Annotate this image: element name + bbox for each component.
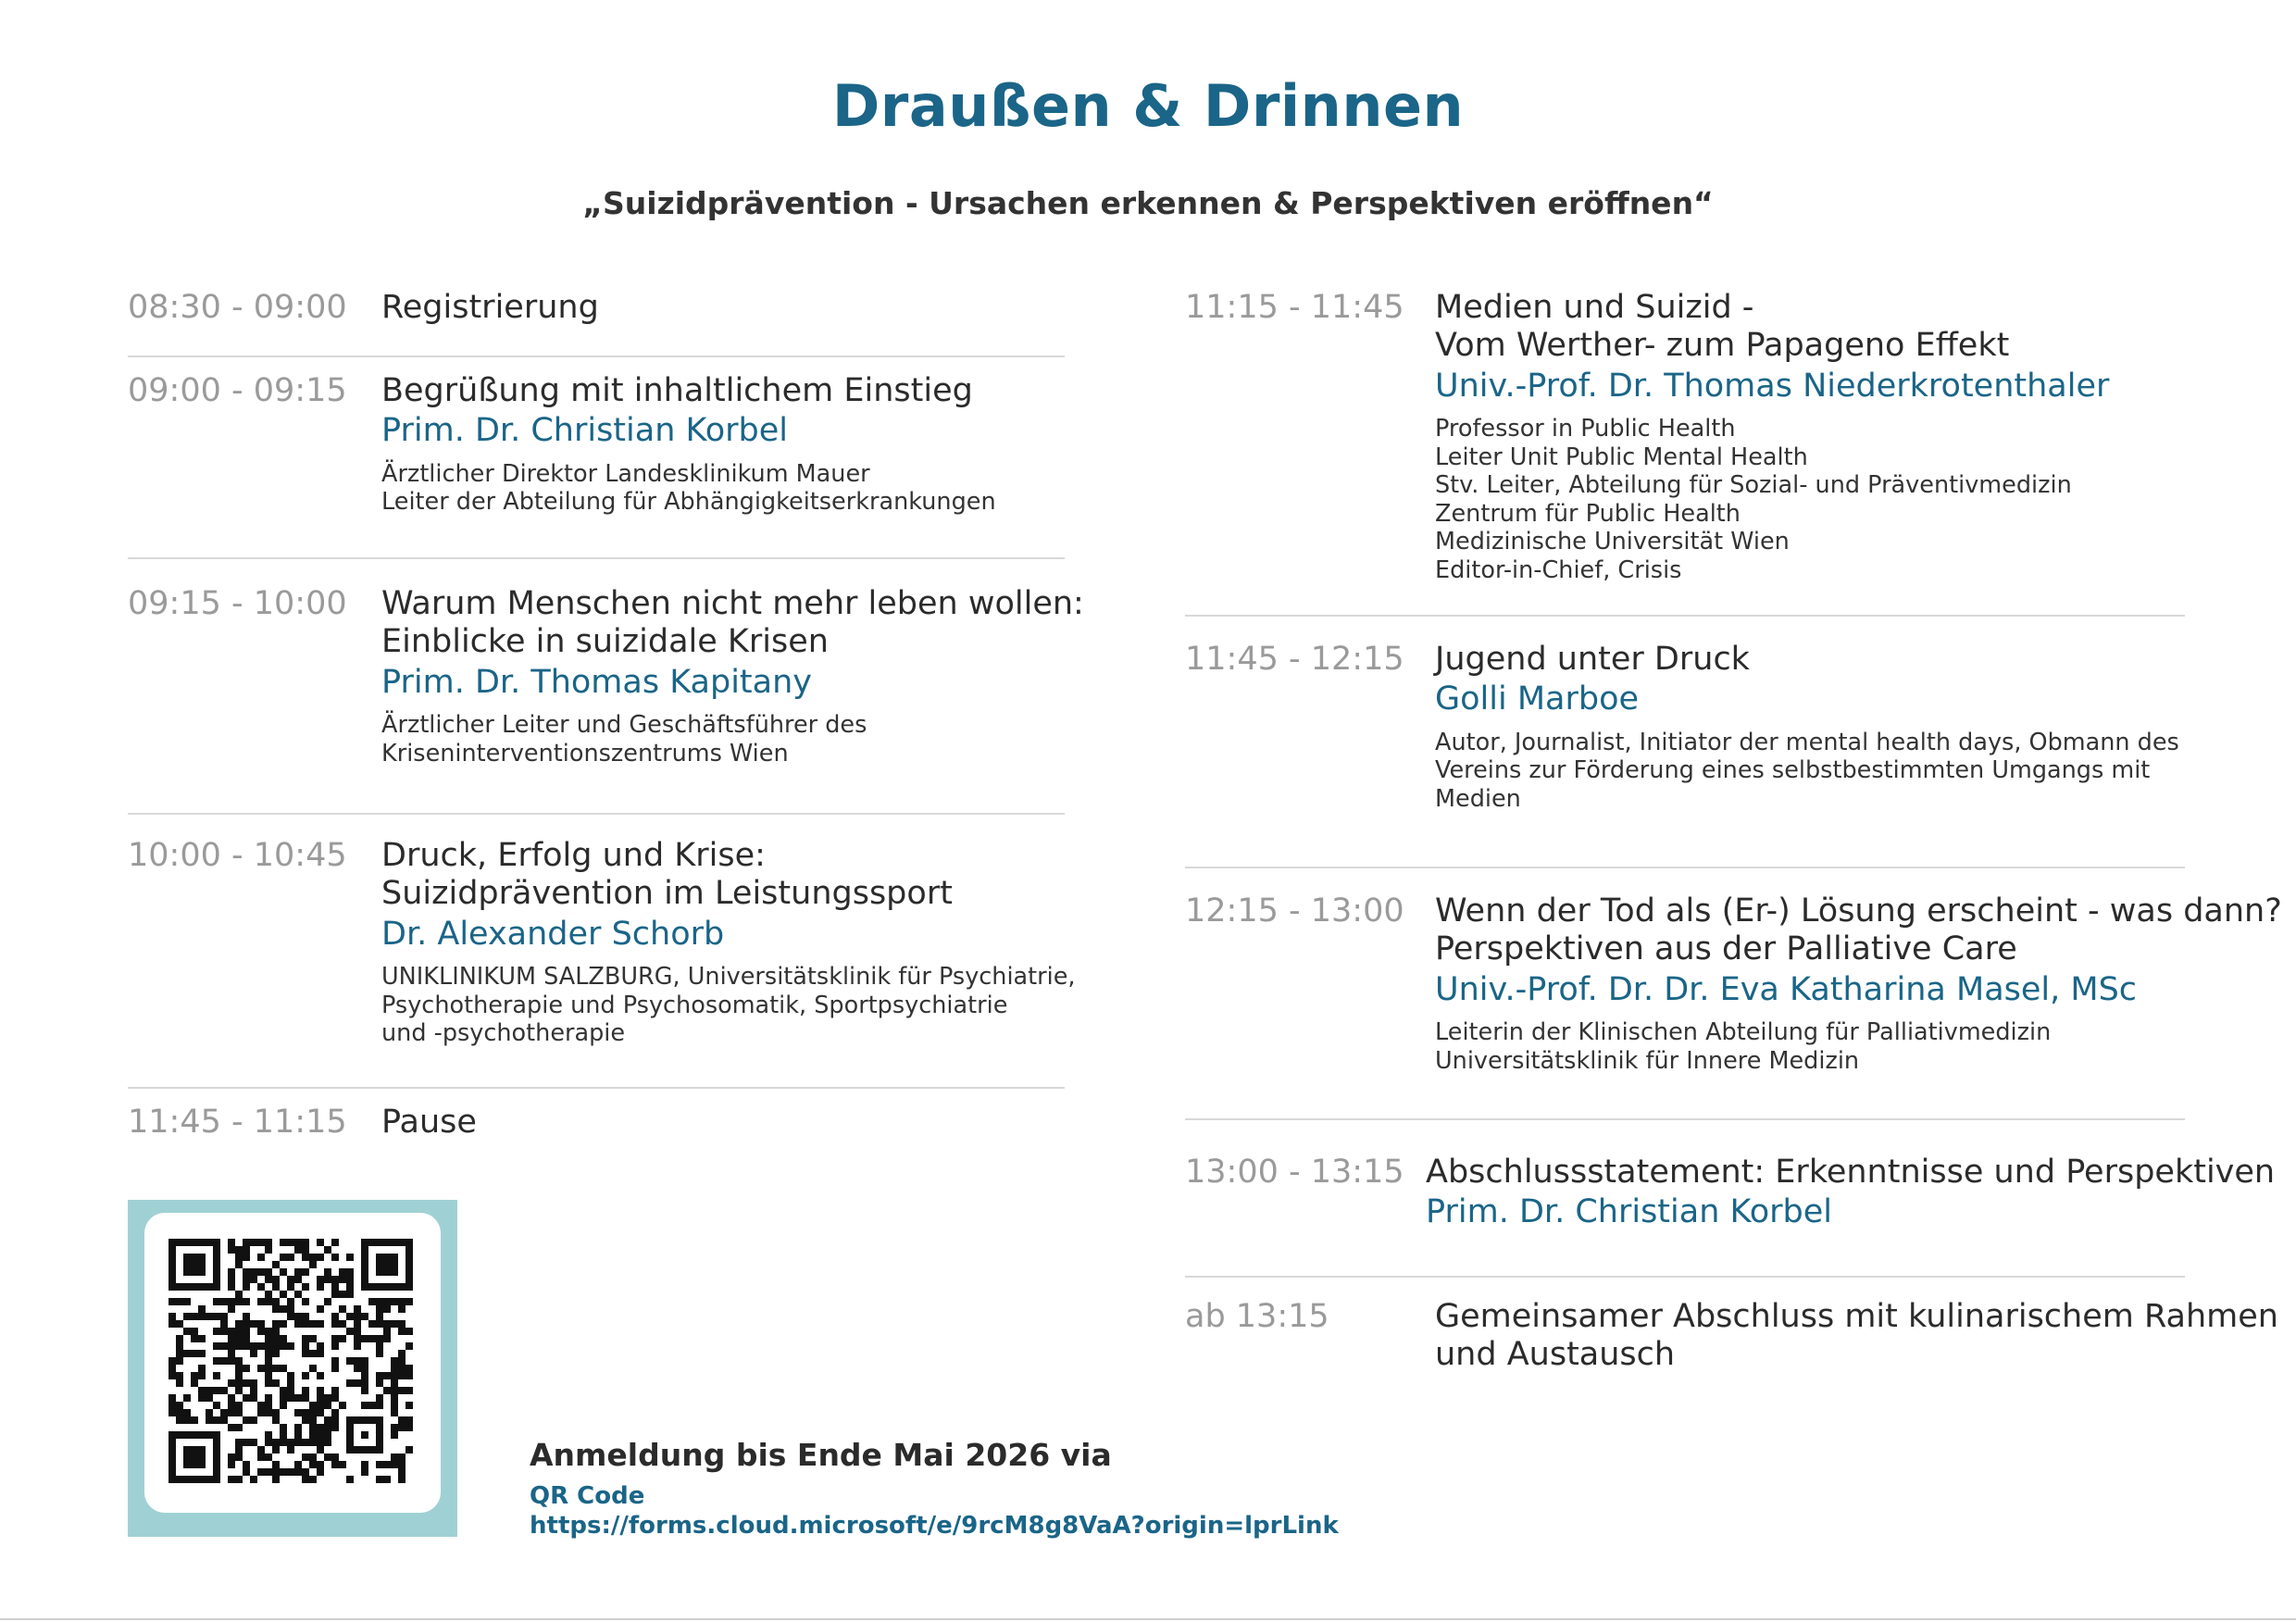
schedule-entry [1185, 892, 2282, 1120]
entry-time: 10:00 - 10:45 [128, 837, 347, 874]
entry-topic: Perspektiven aus der Palliative Care [1435, 930, 2017, 968]
entry-info [381, 711, 1084, 767]
schedule-right-column [1185, 289, 2282, 1375]
entry-topic: Suizidprävention im Leistungssport [381, 875, 953, 913]
schedule-entry [1185, 641, 2185, 868]
entry-topic: Pause [381, 1104, 477, 1141]
registration-link[interactable]: https://forms.cloud.microsoft/e/9rcM8g8VaA?origin=lprLink [530, 1511, 1339, 1540]
info-line: Leiter der Abteilung für Abhängigkeitserkrankungen [381, 488, 996, 517]
info-line: Medien [1435, 784, 1521, 813]
entry-speaker: Prim. Dr. Christian Korbel [1426, 1193, 1832, 1231]
entry-time: 09:00 - 09:15 [128, 372, 347, 409]
info-line: Leiterin der Klinischen Abteilung für Palliativmedizin [1435, 1018, 2052, 1047]
entry-topic: Einblicke in suizidale Krisen [381, 623, 829, 661]
schedule-entry [128, 1104, 1065, 1142]
entry-content [1435, 1298, 2278, 1375]
entry-time: 11:45 - 12:15 [1185, 641, 1404, 678]
info-line: Universitätsklinik für Innere Medizin [1435, 1046, 1860, 1075]
entry-topic: und Austausch [1435, 1336, 1676, 1374]
entry-topic: Registrierung [381, 289, 599, 326]
entry-speaker: Dr. Alexander Schorb [381, 915, 725, 953]
entry-speaker: Prim. Dr. Thomas Kapitany [381, 663, 812, 701]
info-line: Stv. Leiter, Abteilung für Sozial- und Präventivmedizin [1435, 471, 2072, 500]
qr-code-frame [128, 1200, 457, 1537]
entry-content [1435, 289, 2185, 585]
entry-content [381, 372, 1065, 517]
entry-topic: Vom Werther- zum Papageno Effekt [1435, 327, 2010, 365]
schedule-entry [1185, 1298, 2278, 1375]
schedule-entry [128, 289, 1065, 357]
info-line: Ärztlicher Leiter und Geschäftsführer des [381, 711, 867, 740]
bottom-rule [0, 1618, 2296, 1620]
entry-speaker: Golli Marboe [1435, 680, 1640, 718]
entry-content [381, 289, 1065, 327]
entry-speaker: Univ.-Prof. Dr. Thomas Niederkrotenthaler [1435, 367, 2110, 405]
entry-time: 11:45 - 11:15 [128, 1104, 347, 1141]
page-title: Draußen & Drinnen [831, 72, 1465, 140]
info-line: UNIKLINIKUM SALZBURG, Universitätsklinik für Psychiatrie, [381, 963, 1076, 992]
entry-info [1435, 415, 2185, 585]
schedule-entry [128, 585, 1084, 815]
entry-content [381, 1104, 1065, 1142]
entry-content [381, 837, 1076, 1048]
entry-topic: Gemeinsamer Abschluss mit kulinarischem Rahmen [1435, 1298, 2278, 1335]
entry-content [381, 585, 1084, 767]
info-line: Vereins zur Förderung eines selbstbestimmten Umgangs mit [1435, 756, 2151, 785]
entry-info [381, 460, 1065, 517]
entry-content [1435, 641, 2185, 814]
entry-topic: Druck, Erfolg und Krise: [381, 837, 766, 874]
entry-topic: Abschlussstatement: Erkenntnisse und Perspektiven [1426, 1154, 2276, 1191]
entry-time: ab 13:15 [1185, 1298, 1329, 1335]
entry-info [1435, 729, 2185, 814]
schedule-entry [1185, 1154, 2276, 1278]
entry-content [1426, 1154, 2275, 1234]
registration-block [530, 1437, 1339, 1541]
entry-time: 09:15 - 10:00 [128, 585, 347, 622]
info-line: und -psychotherapie [381, 1019, 626, 1048]
info-line: Psychotherapie und Psychosomatik, Sportpsychiatrie [381, 991, 1008, 1019]
entry-content [1435, 892, 2282, 1075]
info-line: Ärztlicher Direktor Landesklinikum Mauer [381, 459, 870, 488]
page-subtitle: „Suizidprävention - Ursachen erkennen & Perspektiven eröffnen“ [582, 185, 1714, 221]
registration-title: Anmeldung bis Ende Mai 2026 via [530, 1437, 1112, 1473]
info-line: Autor, Journalist, Initiator der mental health days, Obmann des [1435, 728, 2179, 756]
info-line: Zentrum für Public Health [1435, 499, 1741, 528]
entry-time: 12:15 - 13:00 [1185, 892, 1404, 930]
schedule-entry [128, 837, 1076, 1089]
qr-code-card [144, 1213, 441, 1513]
entry-topic: Jugend unter Druck [1435, 641, 1750, 678]
entry-speaker: Univ.-Prof. Dr. Dr. Eva Katharina Masel, MSc [1435, 970, 2138, 1008]
info-line: Kriseninterventionszentrums Wien [381, 739, 789, 767]
entry-topic: Medien und Suizid - [1435, 289, 1754, 326]
info-line: Leiter Unit Public Mental Health [1435, 443, 1808, 471]
qr-code-icon[interactable] [168, 1239, 413, 1483]
info-line: Professor in Public Health [1435, 415, 1736, 443]
schedule-left-column [128, 289, 1084, 1142]
entry-speaker: Prim. Dr. Christian Korbel [381, 412, 788, 450]
schedule-entry [1185, 289, 2185, 617]
schedule-entry [128, 372, 1065, 559]
entry-time: 11:15 - 11:45 [1185, 289, 1404, 326]
entry-time: 08:30 - 09:00 [128, 289, 347, 326]
entry-info [1435, 1018, 2282, 1075]
info-line: Editor-in-Chief, Crisis [1435, 556, 1682, 585]
entry-topic: Warum Menschen nicht mehr leben wollen: [381, 585, 1084, 622]
entry-topic: Begrüßung mit inhaltlichem Einstieg [381, 372, 973, 409]
info-line: Medizinische Universität Wien [1435, 528, 1790, 556]
entry-topic: Wenn der Tod als (Er-) Lösung erscheint - was dann? [1435, 892, 2282, 930]
entry-info [381, 963, 1076, 1048]
qr-code-label: QR Code [530, 1482, 645, 1510]
entry-time: 13:00 - 13:15 [1185, 1154, 1404, 1191]
